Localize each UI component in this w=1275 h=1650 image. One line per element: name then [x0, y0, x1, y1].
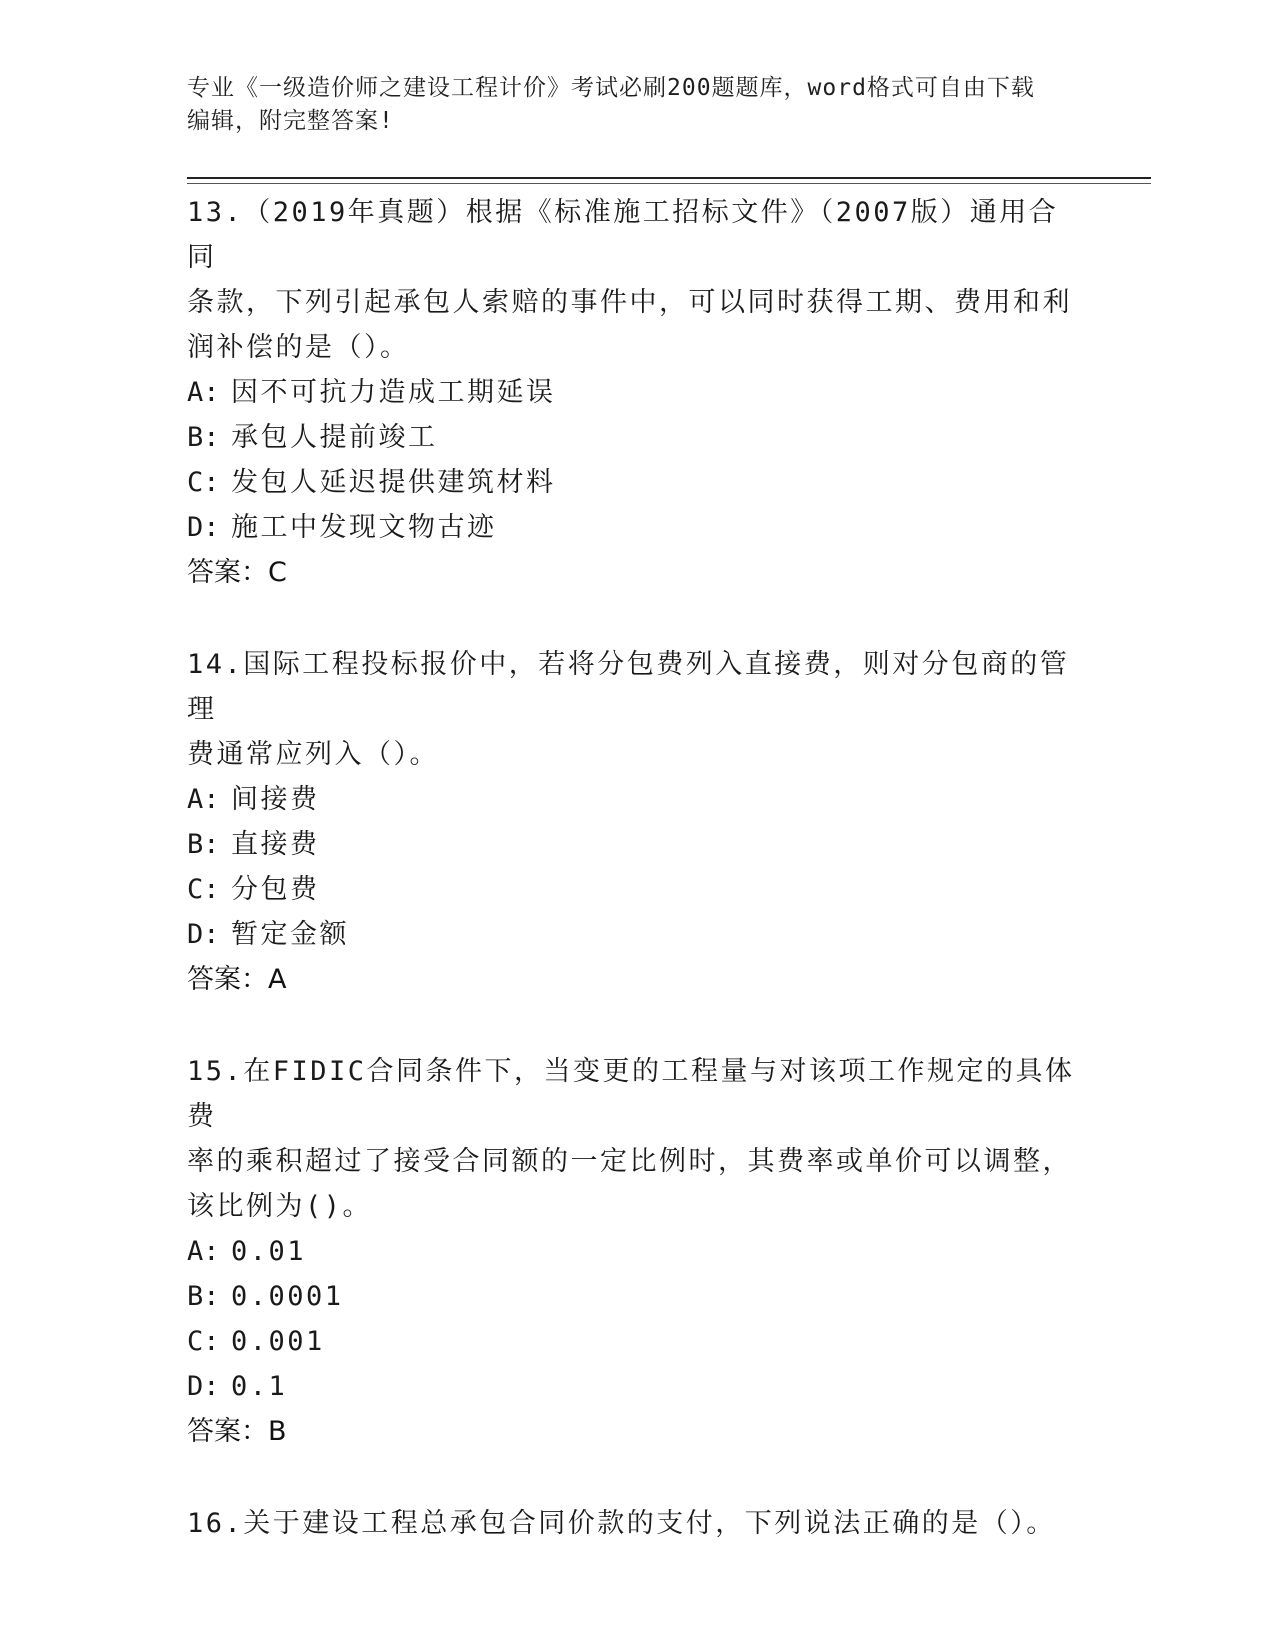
question-13-stem-line-1: 13.（2019年真题）根据《标准施工招标文件》（2007版）通用合同 — [187, 197, 1059, 273]
option-key: B: — [187, 829, 220, 860]
question-14-option-d — [187, 912, 1087, 957]
question-13-stem-line-2: 条款，下列引起承包人索赔的事件中，可以同时获得工期、费用和利 — [187, 287, 1072, 318]
question-gap — [187, 595, 1087, 642]
option-text: 发包人延迟提供建筑材料 — [231, 467, 556, 498]
question-13-answer: 答案：C — [187, 557, 287, 588]
header-divider-thick — [187, 177, 1151, 179]
question-15-stem-line-1: 15.在FIDIC合同条件下，当变更的工程量与对该项工作规定的具体费 — [187, 1056, 1075, 1132]
option-key: A: — [187, 784, 220, 815]
option-key: C: — [187, 467, 220, 498]
option-text: 承包人提前竣工 — [231, 422, 438, 453]
question-15 — [187, 1049, 1087, 1454]
option-key: D: — [187, 512, 220, 543]
question-13-option-d — [187, 505, 1087, 550]
header-line-2: 编辑，附完整答案! — [187, 108, 394, 134]
question-15-option-c — [187, 1319, 1087, 1364]
question-15-answer: 答案：B — [187, 1416, 287, 1447]
header-line-1: 专业《一级造价师之建设工程计价》考试必刷200题题库，word格式可自由下载 — [187, 75, 1035, 101]
option-key: D: — [187, 1371, 220, 1402]
question-list — [187, 190, 1087, 1546]
question-13-option-c — [187, 460, 1087, 505]
header-divider-thin — [187, 183, 1151, 184]
question-13-stem-line-3: 润补偿的是（）。 — [187, 332, 410, 363]
option-key: C: — [187, 874, 220, 905]
option-text: 0.001 — [231, 1326, 325, 1357]
question-14 — [187, 642, 1087, 1002]
option-key: A: — [187, 377, 220, 408]
question-gap — [187, 1002, 1087, 1049]
option-text: 直接费 — [231, 829, 320, 860]
question-14-stem-line-2: 费通常应列入（）。 — [187, 739, 439, 770]
question-14-option-b — [187, 822, 1087, 867]
option-key: A: — [187, 1236, 220, 1267]
question-13 — [187, 190, 1087, 595]
question-15-option-d — [187, 1364, 1087, 1409]
option-key: B: — [187, 1281, 220, 1312]
question-14-stem-line-1: 14.国际工程投标报价中，若将分包费列入直接费，则对分包商的管理 — [187, 649, 1070, 725]
question-gap — [187, 1454, 1087, 1501]
question-14-option-a — [187, 777, 1087, 822]
question-15-stem-line-3: 该比例为()。 — [187, 1191, 373, 1222]
question-15-stem-line-2: 率的乘积超过了接受合同额的一定比例时，其费率或单价可以调整， — [187, 1146, 1072, 1177]
document-header — [187, 72, 1067, 138]
option-text: 分包费 — [231, 874, 320, 905]
question-16 — [187, 1501, 1087, 1546]
option-text: 因不可抗力造成工期延误 — [231, 377, 556, 408]
question-13-option-a — [187, 370, 1087, 415]
question-13-option-b — [187, 415, 1087, 460]
question-14-option-c — [187, 867, 1087, 912]
option-key: B: — [187, 422, 220, 453]
option-text: 0.1 — [231, 1371, 288, 1402]
option-text: 0.0001 — [231, 1281, 344, 1312]
option-text: 施工中发现文物古迹 — [231, 512, 497, 543]
option-text: 间接费 — [231, 784, 320, 815]
option-key: D: — [187, 919, 220, 950]
question-16-stem-line-1: 16.关于建设工程总承包合同价款的支付，下列说法正确的是（）。 — [187, 1508, 1056, 1539]
option-text: 暂定金额 — [231, 919, 349, 950]
option-text: 0.01 — [231, 1236, 307, 1267]
question-14-answer: 答案：A — [187, 964, 287, 995]
question-15-option-b — [187, 1274, 1087, 1319]
question-15-option-a — [187, 1229, 1087, 1274]
option-key: C: — [187, 1326, 220, 1357]
